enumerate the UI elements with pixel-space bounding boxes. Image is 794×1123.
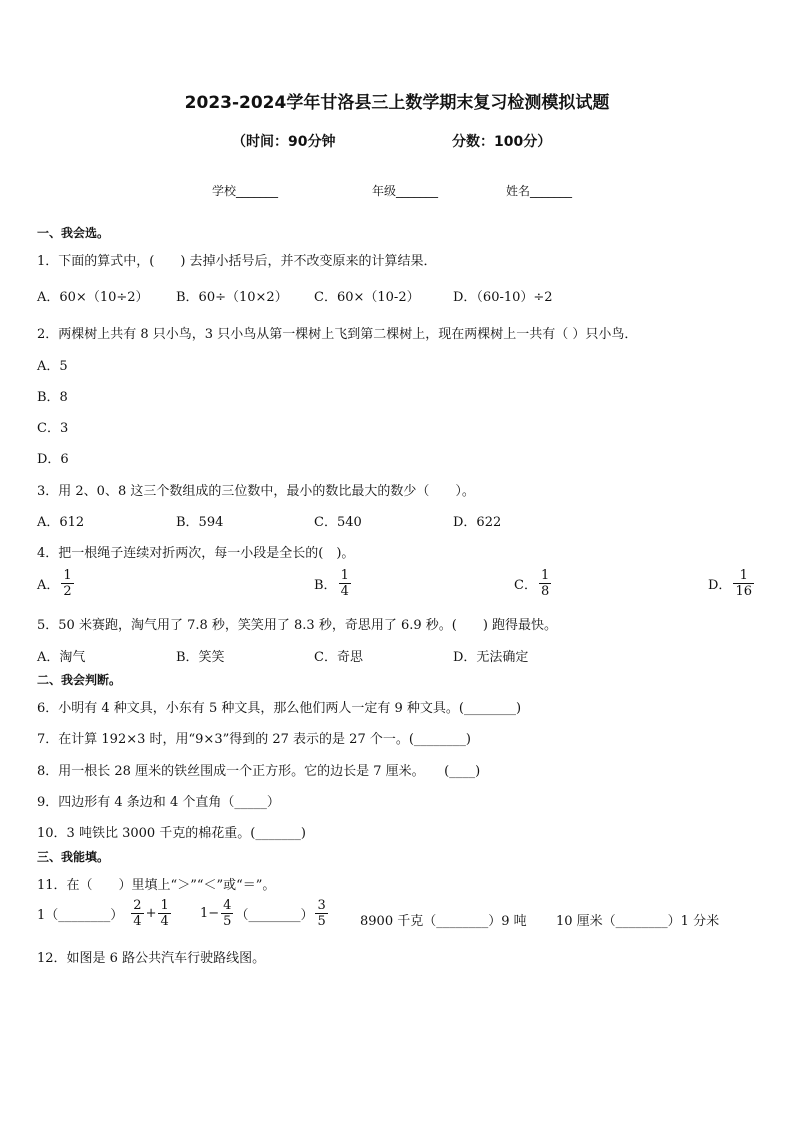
fraction-denominator: 4 (160, 914, 169, 929)
q4-option-d-label: D． (708, 578, 732, 593)
q11-e2-mid: （________） (235, 908, 314, 923)
plus-sign: + (145, 906, 157, 921)
question-9: 9．四边形有 4 条边和 4 个直角（_____） (37, 795, 280, 810)
fraction-numerator: 3 (317, 898, 326, 913)
exam-time: （时间：90分钟 (232, 134, 336, 150)
question-11: 11．在（ ）里填上“＞”“＜”或“＝”。 (37, 878, 276, 893)
q4-option-b (314, 568, 353, 599)
q11-e1-left: 1（________） (37, 908, 124, 923)
q3-option-d: D．622 (453, 515, 502, 530)
q5-option-c: C．奇思 (314, 650, 363, 665)
fraction-denominator: 5 (317, 914, 326, 929)
question-12: 12．如图是 6 路公共汽车行驶路线图。 (37, 951, 266, 966)
fraction-numerator: 1 (340, 568, 349, 583)
page-title: 2023-2024学年甘洛县三上数学期末复习检测模拟试题 (184, 93, 610, 113)
fraction-one-quarter (339, 568, 351, 599)
section-1-heading: 一、我会选。 (37, 226, 110, 240)
question-3: 3．用 2、0、8 这三个数组成的三位数中，最小的数比最大的数少（ ）。 (37, 484, 475, 499)
q5-option-d: D．无法确定 (453, 650, 529, 665)
q5-option-b: B．笑笑 (176, 650, 225, 665)
q4-option-a (37, 568, 76, 599)
q2-option-a: A．5 (37, 359, 68, 374)
fraction-three-fifths (315, 898, 327, 929)
fraction-four-fifths (221, 898, 233, 929)
q3-option-b: B．594 (176, 515, 224, 530)
q4-option-b-label: B． (314, 578, 337, 593)
fraction-denominator: 16 (735, 584, 752, 599)
fraction-one-half (61, 568, 73, 599)
q11-expression-1 (37, 898, 173, 929)
q1-option-b: B．60÷（10×2） (176, 290, 288, 305)
q1-option-c: C．60×（10-2） (314, 290, 420, 305)
q11-expression-4: 10 厘米（________）1 分米 (556, 914, 720, 929)
q4-option-d (708, 568, 756, 599)
grade-field: 年级_______ (372, 184, 439, 198)
fraction-denominator: 5 (223, 914, 232, 929)
q2-option-b: B．8 (37, 390, 68, 405)
q1-option-a: A．60×（10÷2） (37, 290, 149, 305)
question-2: 2．两棵树上共有 8 只小鸟，3 只小鸟从第一棵树上飞到第二棵树上，现在两棵树上一共有（ ）只小鸟． (37, 327, 638, 342)
q2-option-c: C．3 (37, 421, 69, 436)
question-4: 4．把一根绳子连续对折两次，每一小段是全长的( )。 (37, 546, 355, 561)
fraction-denominator: 4 (133, 914, 142, 929)
q4-option-c (514, 568, 553, 599)
exam-score: 分数：100分） (452, 134, 552, 150)
q2-option-d: D．6 (37, 452, 69, 467)
question-5: 5．50 米赛跑，淘气用了 7.8 秒，笑笑用了 8.3 秒，奇思用了 6.9 秒。( ) 跑得最快。 (37, 618, 558, 633)
q1-option-d: D．（60-10）÷2 (453, 290, 553, 305)
fraction-denominator: 2 (63, 584, 72, 599)
q3-option-a: A．612 (37, 515, 85, 530)
q5-option-a: A．淘气 (37, 650, 86, 665)
school-field: 学校_______ (212, 184, 279, 198)
question-8: 8．用一根长 28 厘米的铁丝围成一个正方形。它的边长是 7 厘米。 (____) (37, 764, 481, 779)
q11-expression-3: 8900 千克（________）9 吨 (360, 914, 527, 929)
fraction-numerator: 4 (223, 898, 232, 913)
q3-option-c: C．540 (314, 515, 362, 530)
fraction-one-eighth (539, 568, 551, 599)
question-6: 6．小明有 4 种文具，小东有 5 种文具，那么他们两人一定有 9 种文具。(________) (37, 701, 522, 716)
fraction-numerator: 1 (160, 898, 169, 913)
fraction-denominator: 8 (540, 584, 550, 599)
fraction-numerator: 1 (63, 568, 72, 583)
q4-option-a-label: A． (37, 578, 60, 593)
fraction-numerator: 1 (739, 568, 748, 583)
question-10: 10．3 吨铁比 3000 千克的棉花重。(_______) (37, 826, 306, 841)
fraction-one-sixteenth (733, 568, 754, 599)
fraction-two-quarters (131, 898, 143, 929)
question-1: 1．下面的算式中，( ) 去掉小括号后，并不改变原来的计算结果． (37, 254, 437, 269)
section-3-heading: 三、我能填。 (37, 850, 110, 864)
fraction-denominator: 4 (340, 584, 349, 599)
fraction-numerator: 2 (133, 898, 142, 913)
q4-option-c-label: C． (514, 578, 537, 593)
section-2-heading: 二、我会判断。 (37, 673, 122, 687)
name-field: 姓名_______ (506, 184, 573, 198)
question-7: 7．在计算 192×3 时，用“9×3”得到的 27 表示的是 27 个一。(________) (37, 732, 471, 747)
fraction-one-quarter (158, 898, 170, 929)
q11-expression-2 (200, 898, 330, 929)
q11-e2-left: 1− (200, 906, 220, 921)
fraction-numerator: 1 (540, 568, 550, 583)
